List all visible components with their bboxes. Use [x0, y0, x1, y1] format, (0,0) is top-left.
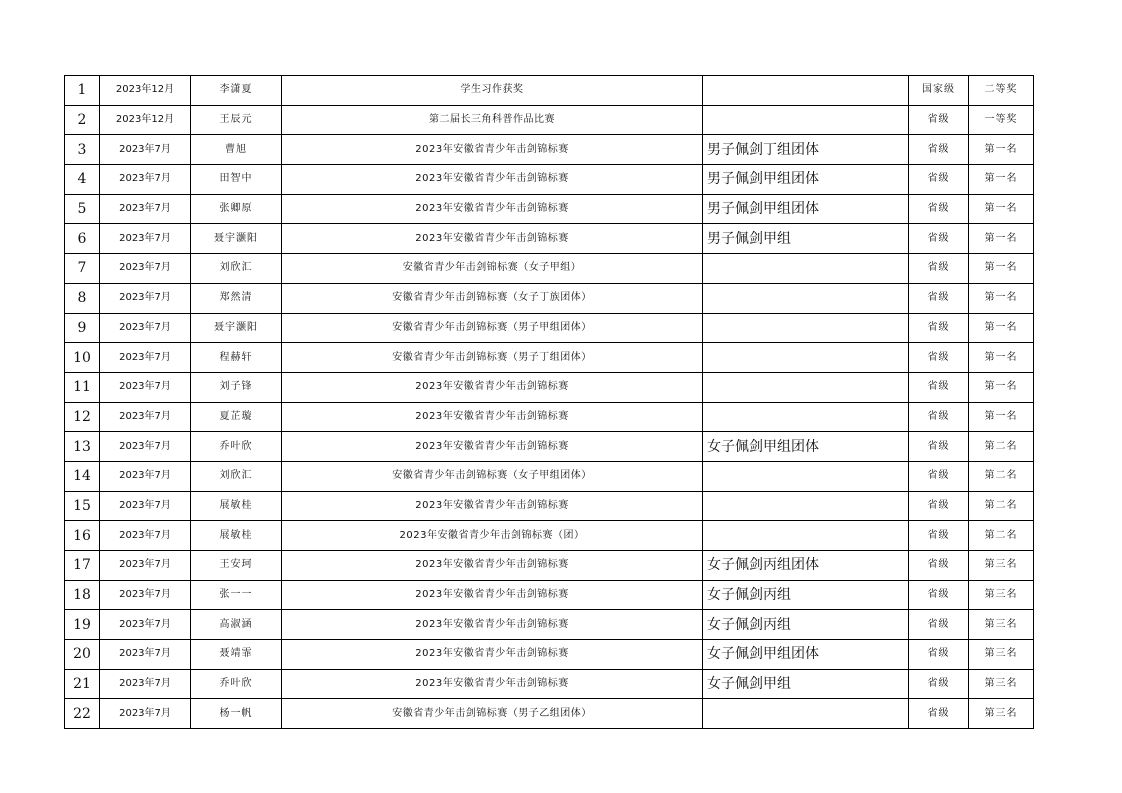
row-number-cell: 20 — [65, 640, 100, 670]
row-number-cell: 15 — [65, 491, 100, 521]
table-row — [65, 165, 1034, 195]
student-name-cell: 田智中 — [191, 165, 282, 195]
event-category-cell — [703, 521, 909, 551]
student-name-cell: 聂宇灏阳 — [191, 224, 282, 254]
competition-level-cell: 省级 — [909, 521, 969, 551]
competition-level-cell: 省级 — [909, 224, 969, 254]
award-result-cell: 第一名 — [969, 313, 1034, 343]
row-number-cell: 4 — [65, 165, 100, 195]
award-date-cell: 2023年7月 — [100, 491, 191, 521]
competition-name-cell: 2023年安徽省青少年击剑锦标赛 — [282, 669, 703, 699]
award-result-cell: 第一名 — [969, 343, 1034, 373]
event-category-cell — [703, 283, 909, 313]
award-result-cell: 第一名 — [969, 224, 1034, 254]
award-result-cell: 第一名 — [969, 283, 1034, 313]
event-category-cell — [703, 105, 909, 135]
competition-name-cell: 安徽省青少年击剑锦标赛（女子丁族团体） — [282, 283, 703, 313]
student-name-cell: 聂宇灏阳 — [191, 313, 282, 343]
row-number-cell: 13 — [65, 432, 100, 462]
event-category-cell — [703, 372, 909, 402]
awards-table — [64, 75, 1034, 729]
competition-name-cell: 2023年安徽省青少年击剑锦标赛 — [282, 135, 703, 165]
award-date-cell: 2023年7月 — [100, 432, 191, 462]
table-row — [65, 432, 1034, 462]
student-name-cell: 刘子锋 — [191, 372, 282, 402]
competition-name-cell: 2023年安徽省青少年击剑锦标赛 — [282, 194, 703, 224]
student-name-cell: 乔叶欣 — [191, 669, 282, 699]
event-category-cell: 女子佩剑丙组 — [703, 580, 909, 610]
award-date-cell: 2023年7月 — [100, 254, 191, 284]
table-row — [65, 402, 1034, 432]
competition-level-cell: 省级 — [909, 432, 969, 462]
row-number-cell: 9 — [65, 313, 100, 343]
award-result-cell: 二等奖 — [969, 76, 1034, 106]
table-row — [65, 194, 1034, 224]
award-date-cell: 2023年12月 — [100, 105, 191, 135]
competition-level-cell: 省级 — [909, 283, 969, 313]
row-number-cell: 17 — [65, 551, 100, 581]
award-result-cell: 第一名 — [969, 372, 1034, 402]
event-category-cell — [703, 343, 909, 373]
competition-name-cell: 2023年安徽省青少年击剑锦标赛 — [282, 640, 703, 670]
event-category-cell: 男子佩剑甲组团体 — [703, 165, 909, 195]
table-row — [65, 254, 1034, 284]
event-category-cell — [703, 699, 909, 729]
competition-name-cell: 安徽省青少年击剑锦标赛（男子甲组团体） — [282, 313, 703, 343]
competition-name-cell: 2023年安徽省青少年击剑锦标赛 — [282, 580, 703, 610]
award-date-cell: 2023年7月 — [100, 165, 191, 195]
table-row — [65, 580, 1034, 610]
award-date-cell: 2023年7月 — [100, 610, 191, 640]
award-result-cell: 第三名 — [969, 551, 1034, 581]
award-result-cell: 第二名 — [969, 432, 1034, 462]
student-name-cell: 张一一 — [191, 580, 282, 610]
award-result-cell: 第二名 — [969, 521, 1034, 551]
competition-name-cell: 2023年安徽省青少年击剑锦标赛 — [282, 432, 703, 462]
table-row — [65, 313, 1034, 343]
table-row — [65, 135, 1034, 165]
award-date-cell: 2023年7月 — [100, 640, 191, 670]
award-result-cell: 第三名 — [969, 699, 1034, 729]
competition-name-cell: 2023年安徽省青少年击剑锦标赛 — [282, 402, 703, 432]
row-number-cell: 6 — [65, 224, 100, 254]
competition-name-cell: 2023年安徽省青少年击剑锦标赛 — [282, 372, 703, 402]
table-row — [65, 610, 1034, 640]
competition-name-cell: 安徽省青少年击剑锦标赛（男子乙组团体） — [282, 699, 703, 729]
event-category-cell: 男子佩剑甲组团体 — [703, 194, 909, 224]
competition-level-cell: 省级 — [909, 372, 969, 402]
event-category-cell: 女子佩剑甲组团体 — [703, 432, 909, 462]
award-date-cell: 2023年7月 — [100, 402, 191, 432]
row-number-cell: 1 — [65, 76, 100, 106]
competition-name-cell: 第二届长三角科普作品比赛 — [282, 105, 703, 135]
table-row — [65, 224, 1034, 254]
row-number-cell: 12 — [65, 402, 100, 432]
student-name-cell: 郑然清 — [191, 283, 282, 313]
award-result-cell: 第三名 — [969, 640, 1034, 670]
award-date-cell: 2023年7月 — [100, 194, 191, 224]
award-result-cell: 第一名 — [969, 135, 1034, 165]
event-category-cell — [703, 402, 909, 432]
competition-name-cell: 安徽省青少年击剑锦标赛（男子丁组团体） — [282, 343, 703, 373]
competition-level-cell: 省级 — [909, 491, 969, 521]
award-date-cell: 2023年7月 — [100, 224, 191, 254]
award-date-cell: 2023年7月 — [100, 283, 191, 313]
table-row — [65, 76, 1034, 106]
competition-name-cell: 安徽省青少年击剑锦标赛（女子甲组） — [282, 254, 703, 284]
competition-level-cell: 省级 — [909, 105, 969, 135]
table-row — [65, 521, 1034, 551]
student-name-cell: 程赫轩 — [191, 343, 282, 373]
student-name-cell: 李潇夏 — [191, 76, 282, 106]
table-row — [65, 343, 1034, 373]
competition-level-cell: 省级 — [909, 669, 969, 699]
row-number-cell: 16 — [65, 521, 100, 551]
table-row — [65, 669, 1034, 699]
row-number-cell: 21 — [65, 669, 100, 699]
student-name-cell: 刘欣汇 — [191, 461, 282, 491]
award-result-cell: 第二名 — [969, 461, 1034, 491]
student-name-cell: 王辰元 — [191, 105, 282, 135]
row-number-cell: 8 — [65, 283, 100, 313]
awards-table-body — [65, 76, 1034, 729]
table-row — [65, 699, 1034, 729]
table-row — [65, 551, 1034, 581]
student-name-cell: 聂靖霏 — [191, 640, 282, 670]
table-row — [65, 283, 1034, 313]
award-result-cell: 第一名 — [969, 194, 1034, 224]
event-category-cell: 男子佩剑丁组团体 — [703, 135, 909, 165]
competition-level-cell: 省级 — [909, 610, 969, 640]
table-row — [65, 640, 1034, 670]
row-number-cell: 5 — [65, 194, 100, 224]
row-number-cell: 10 — [65, 343, 100, 373]
award-date-cell: 2023年7月 — [100, 372, 191, 402]
competition-name-cell: 学生习作获奖 — [282, 76, 703, 106]
student-name-cell: 杨一帆 — [191, 699, 282, 729]
row-number-cell: 22 — [65, 699, 100, 729]
row-number-cell: 2 — [65, 105, 100, 135]
award-date-cell: 2023年7月 — [100, 461, 191, 491]
competition-name-cell: 2023年安徽省青少年击剑锦标赛 — [282, 610, 703, 640]
competition-level-cell: 省级 — [909, 580, 969, 610]
table-row — [65, 491, 1034, 521]
award-date-cell: 2023年7月 — [100, 313, 191, 343]
event-category-cell: 女子佩剑丙组团体 — [703, 551, 909, 581]
event-category-cell: 女子佩剑甲组团体 — [703, 640, 909, 670]
award-result-cell: 第一名 — [969, 254, 1034, 284]
award-date-cell: 2023年7月 — [100, 551, 191, 581]
student-name-cell: 高淑涵 — [191, 610, 282, 640]
competition-name-cell: 2023年安徽省青少年击剑锦标赛 — [282, 165, 703, 195]
competition-name-cell: 2023年安徽省青少年击剑锦标赛 — [282, 551, 703, 581]
competition-level-cell: 省级 — [909, 699, 969, 729]
award-date-cell: 2023年7月 — [100, 669, 191, 699]
competition-level-cell: 省级 — [909, 343, 969, 373]
student-name-cell: 乔叶欣 — [191, 432, 282, 462]
student-name-cell: 夏芷璇 — [191, 402, 282, 432]
award-date-cell: 2023年7月 — [100, 343, 191, 373]
row-number-cell: 14 — [65, 461, 100, 491]
competition-level-cell: 省级 — [909, 551, 969, 581]
award-date-cell: 2023年7月 — [100, 580, 191, 610]
table-row — [65, 461, 1034, 491]
student-name-cell: 展敏桂 — [191, 521, 282, 551]
event-category-cell: 女子佩剑丙组 — [703, 610, 909, 640]
row-number-cell: 7 — [65, 254, 100, 284]
award-result-cell: 第三名 — [969, 580, 1034, 610]
competition-level-cell: 省级 — [909, 402, 969, 432]
award-result-cell: 第一名 — [969, 402, 1034, 432]
competition-level-cell: 省级 — [909, 640, 969, 670]
competition-level-cell: 省级 — [909, 165, 969, 195]
event-category-cell — [703, 254, 909, 284]
event-category-cell: 男子佩剑甲组 — [703, 224, 909, 254]
competition-name-cell: 2023年安徽省青少年击剑锦标赛 — [282, 224, 703, 254]
student-name-cell: 展敏桂 — [191, 491, 282, 521]
award-date-cell: 2023年7月 — [100, 135, 191, 165]
award-result-cell: 第二名 — [969, 491, 1034, 521]
row-number-cell: 19 — [65, 610, 100, 640]
student-name-cell: 王安珂 — [191, 551, 282, 581]
event-category-cell — [703, 313, 909, 343]
row-number-cell: 11 — [65, 372, 100, 402]
competition-name-cell: 安徽省青少年击剑锦标赛（女子甲组团体） — [282, 461, 703, 491]
award-result-cell: 一等奖 — [969, 105, 1034, 135]
event-category-cell — [703, 76, 909, 106]
competition-level-cell: 省级 — [909, 461, 969, 491]
award-result-cell: 第一名 — [969, 165, 1034, 195]
award-result-cell: 第三名 — [969, 669, 1034, 699]
award-date-cell: 2023年12月 — [100, 76, 191, 106]
award-date-cell: 2023年7月 — [100, 699, 191, 729]
competition-level-cell: 省级 — [909, 254, 969, 284]
student-name-cell: 张卿原 — [191, 194, 282, 224]
event-category-cell — [703, 461, 909, 491]
event-category-cell — [703, 491, 909, 521]
competition-level-cell: 省级 — [909, 194, 969, 224]
row-number-cell: 18 — [65, 580, 100, 610]
row-number-cell: 3 — [65, 135, 100, 165]
award-date-cell: 2023年7月 — [100, 521, 191, 551]
table-row — [65, 372, 1034, 402]
competition-name-cell: 2023年安徽省青少年击剑锦标赛 — [282, 491, 703, 521]
competition-level-cell: 国家级 — [909, 76, 969, 106]
student-name-cell: 刘欣汇 — [191, 254, 282, 284]
competition-level-cell: 省级 — [909, 313, 969, 343]
award-result-cell: 第三名 — [969, 610, 1034, 640]
competition-name-cell: 2023年安徽省青少年击剑锦标赛（团） — [282, 521, 703, 551]
event-category-cell: 女子佩剑甲组 — [703, 669, 909, 699]
student-name-cell: 曹旭 — [191, 135, 282, 165]
table-row — [65, 105, 1034, 135]
competition-level-cell: 省级 — [909, 135, 969, 165]
